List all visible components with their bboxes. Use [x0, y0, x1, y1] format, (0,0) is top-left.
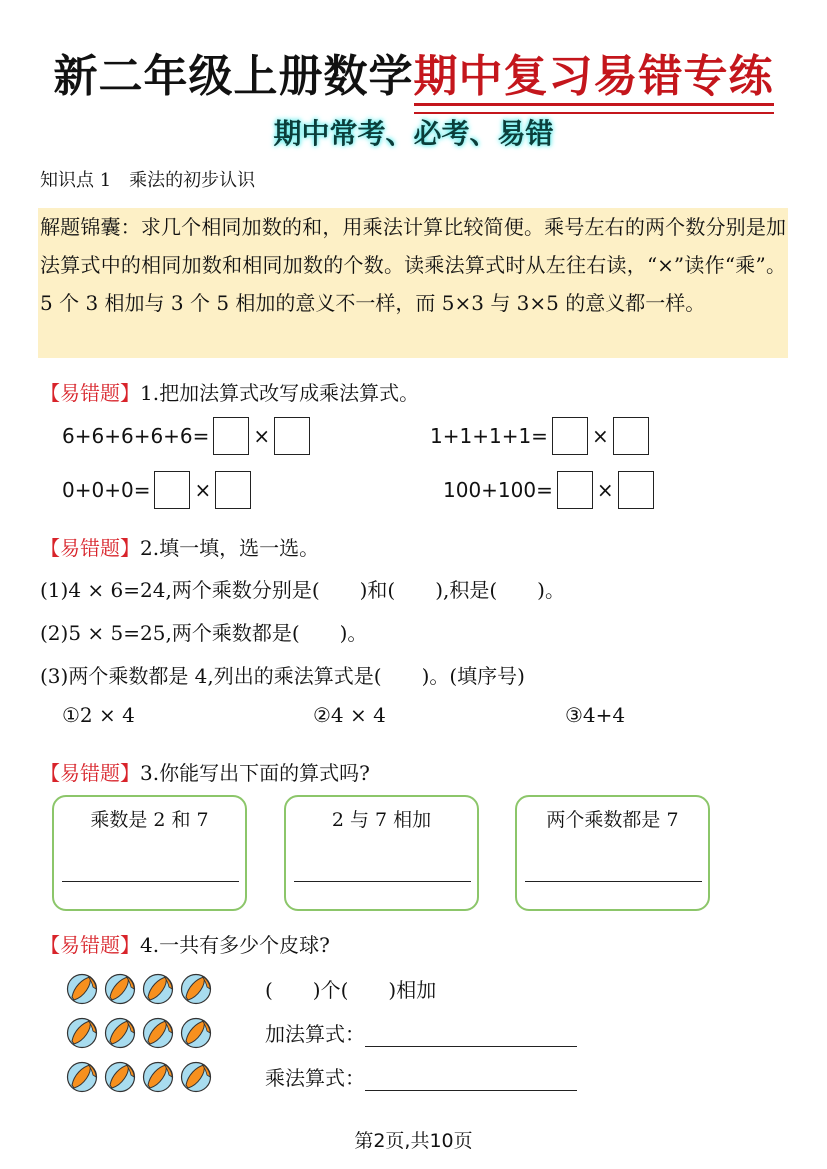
answer-box[interactable] [274, 417, 310, 455]
answer-box[interactable] [215, 471, 251, 509]
ball-grid [66, 973, 226, 1098]
q4-multiplication [265, 1062, 577, 1091]
q2-line: (2)5 × 5=25,两个乘数都是( )。 [40, 621, 368, 645]
tag: 【易错题】 [40, 536, 140, 560]
equation: 0+0+0= [62, 478, 151, 502]
ball-icon [66, 973, 98, 1005]
answer-line[interactable] [525, 881, 702, 882]
option[interactable]: ①2 × 4 [62, 703, 135, 727]
answer-box[interactable] [618, 471, 654, 509]
option[interactable]: ③4+4 [565, 703, 626, 727]
card-label: 乘数是 2 和 7 [90, 809, 209, 831]
answer-card [52, 795, 247, 911]
ball-icon [180, 973, 212, 1005]
answer-box[interactable] [213, 417, 249, 455]
q1-item [62, 417, 310, 455]
page-footer: 第2页,共10页 [354, 1130, 473, 1152]
equation: 100+100= [443, 478, 553, 502]
ball-icon [66, 1061, 98, 1093]
q4-addition [265, 1018, 577, 1047]
ball-icon [66, 1017, 98, 1049]
knowledge-point-heading: 知识点 1 乘法的初步认识 [40, 170, 256, 191]
answer-line[interactable] [62, 881, 239, 882]
answer-box[interactable] [154, 471, 190, 509]
subtitle: 期中常考、必考、易错 [273, 117, 554, 150]
q1-item [62, 471, 251, 509]
tag: 【易错题】 [40, 381, 140, 405]
ball-icon [142, 1061, 174, 1093]
question-2-title [40, 532, 319, 561]
q2-line: (1)4 × 6=24,两个乘数分别是( )和( ),积是( )。 [40, 578, 565, 602]
ball-icon [104, 1061, 136, 1093]
ball-icon [104, 973, 136, 1005]
q2-line: (3)两个乘数都是 4,列出的乘法算式是( )。(填序号) [40, 664, 525, 688]
answer-card [515, 795, 710, 911]
equation: 1+1+1+1= [430, 424, 548, 448]
title-red: 期中复习易错专练 [413, 51, 774, 102]
answer-line[interactable] [365, 1027, 577, 1047]
q3-text: 3.你能写出下面的算式吗? [140, 761, 370, 785]
question-3-title [40, 757, 370, 786]
tag: 【易错题】 [40, 761, 140, 785]
answer-card [284, 795, 479, 911]
answer-box[interactable] [557, 471, 593, 509]
q4-blank: ( )个( )相加 [265, 978, 437, 1002]
page-title [0, 40, 827, 104]
addition-label: 加法算式： [265, 1022, 365, 1046]
q2-text: 2.填一填，选一选。 [140, 536, 320, 560]
answer-line[interactable] [294, 881, 471, 882]
times-sign: × [596, 478, 614, 502]
q4-text: 4.一共有多少个皮球? [140, 933, 330, 957]
ball-icon [142, 1017, 174, 1049]
q1-text: 1.把加法算式改写成乘法算式。 [140, 381, 420, 405]
times-sign: × [194, 478, 212, 502]
q1-item [430, 417, 649, 455]
ball-icon [180, 1061, 212, 1093]
answer-line[interactable] [365, 1071, 577, 1091]
tip-box: 解题锦囊：求几个相同加数的和，用乘法计算比较简便。乘号左右的两个数分别是加法算式中的相同加数和相同加数的个数。读乘法算式时从左往右读，“×”读作“乘”。5 个 3 相加与 3 个 5 相加的意义不一样，而 5×3 与 3×5 的意义都一样。 [38, 208, 788, 358]
card-label: 两个乘数都是 7 [546, 809, 679, 831]
multiplication-label: 乘法算式： [265, 1066, 365, 1090]
tag: 【易错题】 [40, 933, 140, 957]
times-sign: × [591, 424, 609, 448]
ball-icon [104, 1017, 136, 1049]
option[interactable]: ②4 × 4 [313, 703, 386, 727]
question-4-title [40, 929, 330, 958]
q1-item [443, 471, 654, 509]
answer-box[interactable] [613, 417, 649, 455]
card-label: 2 与 7 相加 [331, 809, 432, 831]
title-black: 新二年级上册数学 [53, 51, 414, 102]
ball-icon [142, 973, 174, 1005]
equation: 6+6+6+6+6= [62, 424, 210, 448]
times-sign: × [253, 424, 271, 448]
answer-box[interactable] [552, 417, 588, 455]
ball-icon [180, 1017, 212, 1049]
question-1-title [40, 377, 419, 406]
